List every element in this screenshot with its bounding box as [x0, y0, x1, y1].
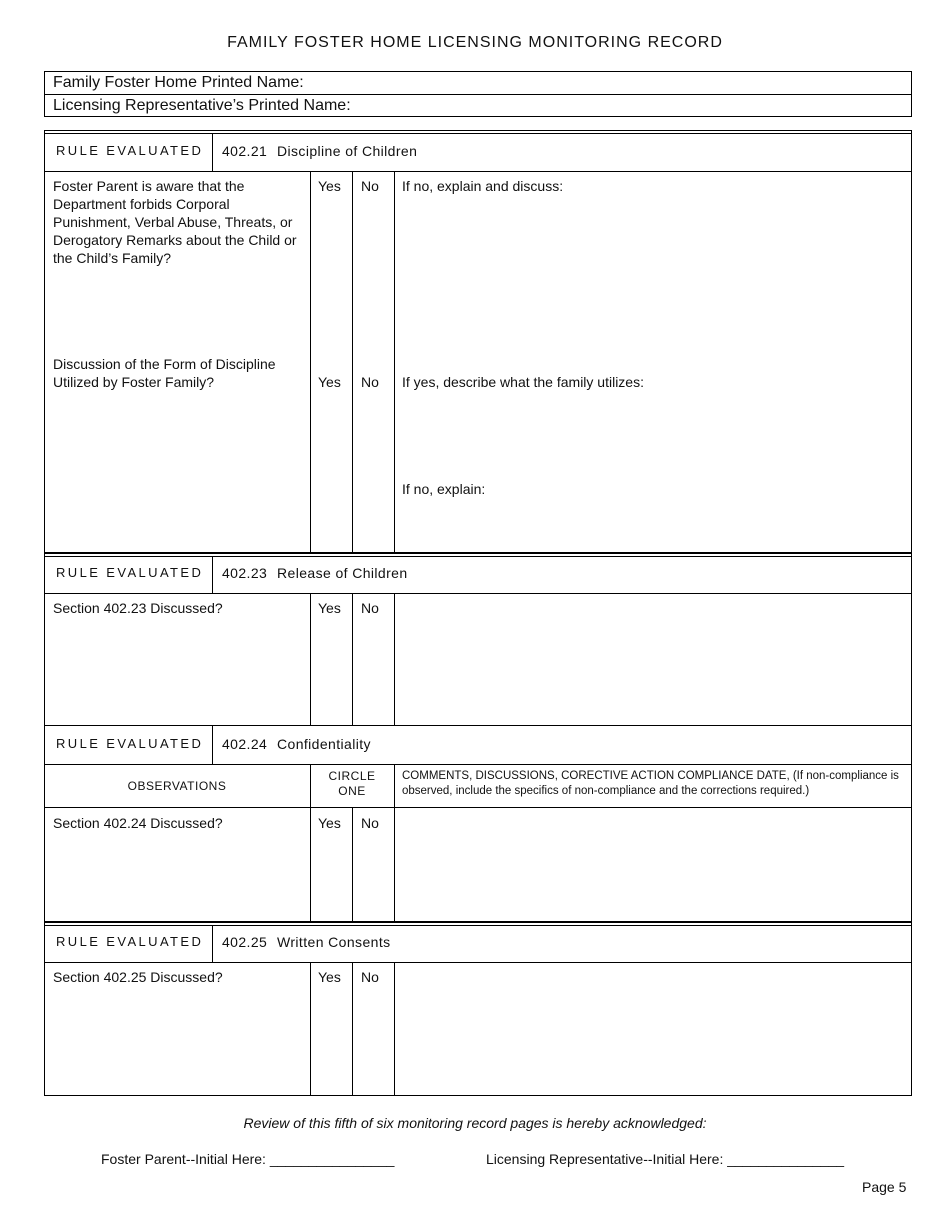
rule-number: 402.23 [222, 565, 268, 581]
divider [212, 133, 213, 171]
rule-number: 402.24 [222, 736, 268, 752]
no-option[interactable]: No [361, 815, 379, 831]
divider [394, 171, 395, 553]
observation-question: Section 402.23 Discussed? [53, 600, 223, 616]
yes-option[interactable]: Yes [318, 969, 341, 985]
divider [394, 593, 395, 726]
rule-evaluated-label: RULE EVALUATED [56, 736, 204, 751]
divider [352, 593, 353, 726]
rep-name-field[interactable]: Licensing Representative’s Printed Name: [53, 97, 351, 114]
observation-question: Discussion of the Form of Discipline Utilized by Foster Family? [53, 356, 276, 390]
divider [44, 593, 912, 594]
page-title: FAMILY FOSTER HOME LICENSING MONITORING RECORD [227, 34, 723, 51]
divider [310, 962, 311, 1096]
divider [212, 556, 213, 593]
divider [352, 962, 353, 1096]
yes-option[interactable]: Yes [318, 178, 341, 194]
comment-prompt: If yes, describe what the family utilizes: [402, 374, 644, 390]
yes-option[interactable]: Yes [318, 815, 341, 831]
rule-number: 402.25 [222, 934, 268, 950]
divider [44, 94, 912, 95]
rule-number: 402.21 [222, 143, 268, 159]
no-option[interactable]: No [361, 600, 379, 616]
divider [44, 925, 912, 926]
rule-title: Confidentiality [277, 736, 371, 752]
page-number: Page 5 [862, 1179, 907, 1195]
yes-option[interactable]: Yes [318, 374, 341, 390]
divider [394, 764, 395, 922]
rule-evaluated-label: RULE EVALUATED [56, 143, 204, 158]
rule-title: Discipline of Children [277, 143, 418, 159]
divider [44, 764, 912, 765]
comment-prompt: If no, explain: [402, 481, 486, 497]
divider [310, 593, 311, 726]
yes-option[interactable]: Yes [318, 600, 341, 616]
divider [44, 962, 912, 963]
rule-evaluated-label: RULE EVALUATED [56, 565, 204, 580]
divider [352, 171, 353, 553]
observation-question: Section 402.24 Discussed? [53, 815, 223, 831]
foster-parent-initial-field[interactable]: Foster Parent--Initial Here: ________________ [101, 1151, 395, 1167]
no-option[interactable]: No [361, 178, 379, 194]
no-option[interactable]: No [361, 374, 379, 390]
divider [44, 133, 912, 134]
divider [212, 725, 213, 764]
divider [394, 962, 395, 1096]
licensing-rep-initial-field[interactable]: Licensing Representative--Initial Here: _______________ [486, 1151, 845, 1167]
home-name-field[interactable]: Family Foster Home Printed Name: [53, 74, 304, 91]
divider [44, 171, 912, 172]
divider [352, 807, 353, 922]
divider [212, 925, 213, 962]
acknowledgment-text: Review of this fifth of six monitoring record pages is hereby acknowledged: [243, 1115, 707, 1131]
rule-title: Written Consents [277, 934, 391, 950]
rule-evaluated-label: RULE EVALUATED [56, 934, 204, 949]
observation-question: Section 402.25 Discussed? [53, 969, 223, 985]
divider [310, 171, 311, 553]
comments-header: COMMENTS, DISCUSSIONS, CORECTIVE ACTION COMPLIANCE DATE, (If non-compliance is observed, include the specifics of non-compliance and the corrections required.) [402, 770, 899, 797]
divider [44, 807, 912, 808]
comment-prompt: If no, explain and discuss: [402, 178, 564, 194]
observation-question: Foster Parent is aware that the Department forbids Corporal Punishment, Verbal Abuse, Threats, or Derogatory Remarks about the Child or the Child’s Family? [53, 178, 297, 266]
divider [310, 764, 311, 922]
divider [44, 556, 912, 557]
no-option[interactable]: No [361, 969, 379, 985]
rule-title: Release of Children [277, 565, 408, 581]
circle-one-header: CIRCLE ONE [328, 769, 376, 798]
observations-header: OBSERVATIONS [127, 779, 227, 793]
